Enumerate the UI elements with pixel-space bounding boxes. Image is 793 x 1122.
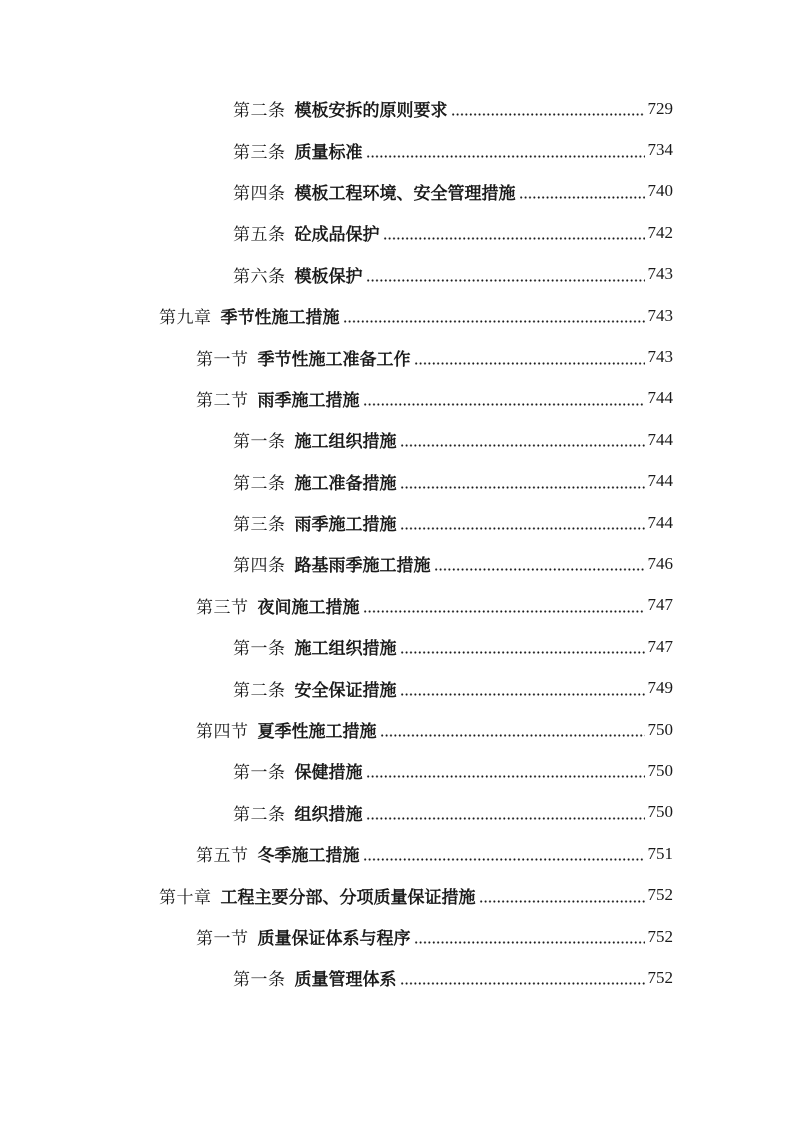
toc-entry-title: 夜间施工措施 [257, 597, 360, 618]
toc-entry-page-number: 744 [647, 471, 673, 491]
table-of-contents [0, 88, 793, 999]
toc-entry-title: 季节性施工措施 [220, 308, 340, 329]
toc-entry-page-number: 752 [647, 926, 673, 946]
toc-entry[interactable] [0, 792, 793, 833]
toc-entry[interactable] [0, 171, 793, 212]
dot-leader [343, 307, 645, 324]
dot-leader [519, 183, 645, 200]
toc-entry[interactable] [0, 212, 793, 253]
toc-entry-number: 第一节 [196, 929, 249, 949]
toc-entry[interactable] [0, 750, 793, 791]
toc-entry-number: 第一条 [233, 970, 286, 991]
toc-entry-number: 第二条 [233, 473, 286, 494]
toc-entry-page-number: 746 [647, 553, 673, 573]
toc-entry-title: 工程主要分部、分项质量保证措施 [220, 887, 476, 908]
toc-entry-number: 第四条 [233, 556, 286, 577]
toc-entry-number: 第二条 [233, 101, 286, 122]
toc-entry[interactable] [0, 419, 793, 460]
dot-leader [400, 638, 645, 655]
toc-entry-page-number: 747 [647, 595, 673, 615]
toc-entry-title: 雨季施工措施 [294, 515, 397, 536]
toc-entry[interactable] [0, 295, 793, 336]
toc-entry-number: 第三条 [233, 142, 286, 163]
toc-entry-page-number: 744 [647, 388, 673, 408]
toc-entry-title: 质量管理体系 [294, 970, 397, 991]
toc-entry-number: 第五节 [196, 846, 249, 867]
toc-entry[interactable] [0, 916, 793, 957]
dot-leader [366, 804, 645, 821]
toc-entry-title: 保健措施 [294, 763, 363, 784]
dot-leader [451, 100, 645, 117]
toc-entry-title: 冬季施工措施 [257, 846, 360, 867]
toc-entry-number: 第五条 [233, 225, 286, 246]
dot-leader [380, 721, 645, 738]
toc-entry-page-number: 750 [647, 719, 673, 739]
toc-entry-page-number: 747 [647, 636, 673, 656]
toc-entry-number: 第九章 [159, 308, 212, 329]
toc-entry-title: 夏季性施工措施 [257, 722, 377, 743]
toc-entry-title: 路基雨季施工措施 [294, 556, 431, 577]
toc-entry-title: 施工组织措施 [294, 432, 397, 453]
toc-entry-page-number: 750 [647, 802, 673, 822]
toc-entry-page-number: 729 [647, 98, 673, 118]
toc-entry-number: 第四条 [233, 183, 286, 204]
toc-entry-number: 第二条 [233, 680, 286, 701]
toc-entry[interactable] [0, 585, 793, 626]
dot-leader [366, 266, 645, 283]
toc-entry-page-number: 743 [647, 264, 673, 284]
toc-entry-number: 第一节 [196, 349, 249, 370]
toc-entry-number: 第一条 [233, 432, 286, 453]
toc-entry-title: 质量标准 [294, 142, 363, 163]
dot-leader [366, 142, 645, 159]
toc-entry-number: 第三条 [233, 515, 286, 536]
toc-entry-title: 模板安拆的原则要求 [294, 101, 448, 122]
dot-leader [434, 555, 645, 572]
toc-entry[interactable] [0, 543, 793, 584]
toc-entry-number: 第六条 [233, 266, 286, 287]
dot-leader [414, 928, 645, 945]
toc-entry-title: 砼成品保护 [294, 225, 380, 246]
toc-entry-page-number: 743 [647, 305, 673, 325]
toc-entry-number: 第二条 [233, 804, 286, 825]
toc-entry-page-number: 752 [647, 885, 673, 905]
toc-entry-page-number: 752 [647, 967, 673, 987]
dot-leader [366, 762, 645, 779]
dot-leader [363, 597, 645, 614]
dot-leader [400, 473, 645, 490]
toc-entry[interactable] [0, 378, 793, 419]
dot-leader [363, 845, 645, 862]
toc-entry-number: 第二节 [196, 390, 249, 411]
dot-leader [479, 887, 645, 904]
toc-entry-page-number: 744 [647, 429, 673, 449]
dot-leader [400, 969, 645, 986]
toc-entry-title: 模板工程环境、安全管理措施 [294, 183, 516, 204]
toc-entry-page-number: 744 [647, 512, 673, 532]
dot-leader [400, 680, 645, 697]
toc-entry-page-number: 743 [647, 347, 673, 367]
toc-entry[interactable] [0, 957, 793, 998]
toc-entry-title: 组织措施 [294, 804, 363, 825]
toc-entry-page-number: 749 [647, 678, 673, 698]
toc-entry[interactable] [0, 626, 793, 667]
toc-entry-title: 施工准备措施 [294, 473, 397, 494]
toc-entry[interactable] [0, 336, 793, 377]
toc-entry[interactable] [0, 88, 793, 129]
toc-entry[interactable] [0, 874, 793, 915]
toc-entry[interactable] [0, 129, 793, 170]
toc-entry[interactable] [0, 461, 793, 502]
toc-entry-page-number: 734 [647, 140, 673, 160]
toc-entry-page-number: 751 [647, 843, 673, 863]
dot-leader [383, 224, 645, 241]
toc-entry[interactable] [0, 667, 793, 708]
dot-leader [400, 514, 645, 531]
toc-entry-title: 质量保证体系与程序 [257, 929, 411, 949]
toc-entry-page-number: 750 [647, 760, 673, 780]
toc-entry-title: 季节性施工准备工作 [257, 349, 411, 370]
toc-entry-number: 第一条 [233, 763, 286, 784]
dot-leader [363, 390, 645, 407]
toc-entry-number: 第四节 [196, 722, 249, 743]
toc-entry-number: 第一条 [233, 639, 286, 660]
toc-entry-number: 第十章 [159, 887, 212, 908]
toc-entry-number: 第三节 [196, 597, 249, 618]
dot-leader [400, 431, 645, 448]
toc-entry-title: 安全保证措施 [294, 680, 397, 701]
toc-entry-title: 施工组织措施 [294, 639, 397, 660]
toc-entry[interactable] [0, 833, 793, 874]
toc-entry-title: 雨季施工措施 [257, 390, 360, 411]
toc-entry[interactable] [0, 254, 793, 295]
dot-leader [414, 349, 645, 366]
toc-entry[interactable] [0, 502, 793, 543]
toc-entry-page-number: 742 [647, 222, 673, 242]
toc-entry-page-number: 740 [647, 181, 673, 201]
toc-entry-title: 模板保护 [294, 266, 363, 287]
toc-entry[interactable] [0, 709, 793, 750]
